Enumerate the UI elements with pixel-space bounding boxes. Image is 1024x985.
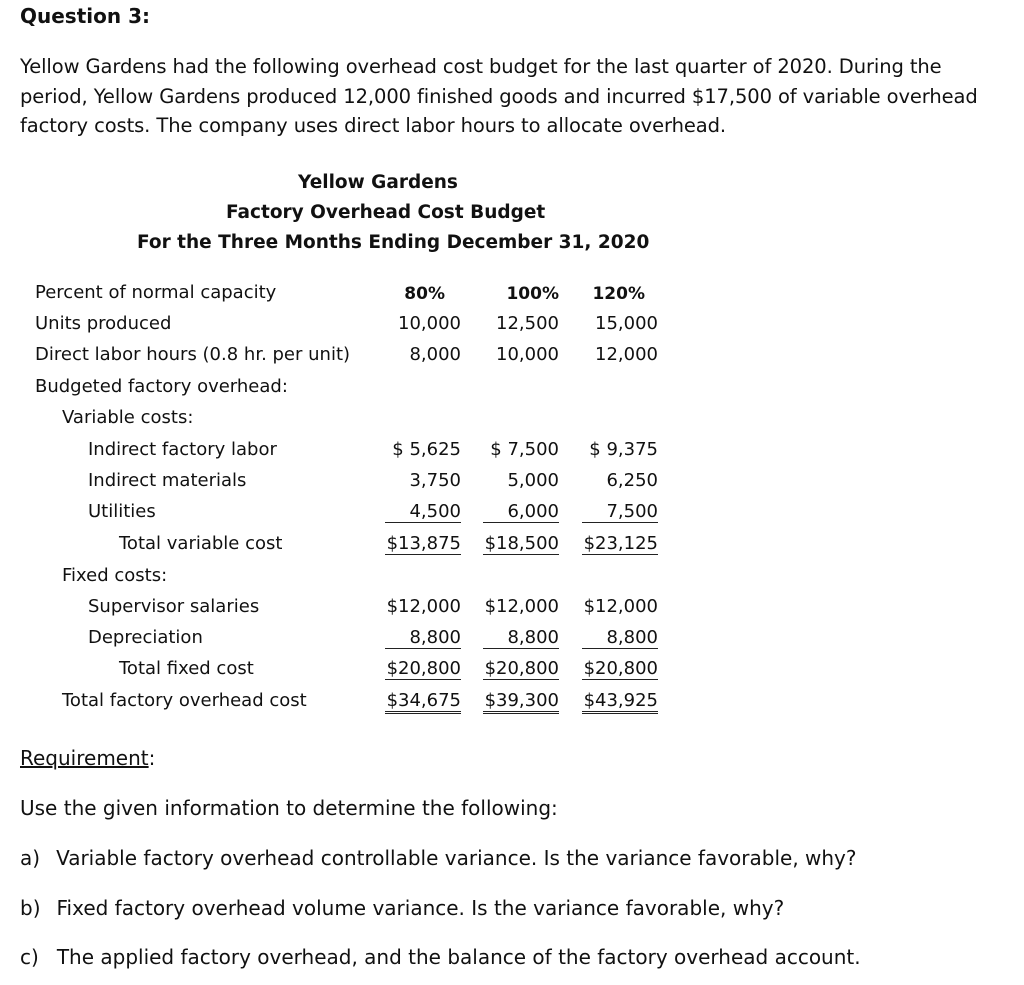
total-variable-100: $18,500 [484, 533, 559, 554]
item-text: The applied factory overhead, and the balance of the factory overhead account. [56, 945, 861, 969]
utilities-120: 7,500 [582, 501, 658, 523]
company-name: Yellow Gardens [298, 172, 458, 193]
intro-paragraph: Yellow Gardens had the following overhead cost budget for the last quarter of 2020. During the period, Yellow Gardens produced 12,000 finished goods and incurred $17,500 of variable overhead factory costs. The company uses direct labor hours to allocate overhead. [20, 55, 978, 137]
budget-period: For the Three Months Ending December 31, 2020 [137, 232, 650, 253]
total-overhead-80: $34,675 [385, 690, 461, 714]
utilities-100: 6,000 [483, 501, 559, 523]
variable-costs-label: Variable costs: [62, 407, 194, 428]
depreciation-80: 8,800 [385, 627, 461, 649]
depreciation-label: Depreciation [88, 627, 203, 648]
requirement-colon: : [148, 746, 156, 770]
supervisor-label: Supervisor salaries [88, 596, 260, 617]
dlh-120: 12,000 [595, 344, 658, 365]
total-overhead-label: Total factory overhead cost [62, 690, 307, 711]
total-variable-120: $23,125 [583, 533, 658, 554]
question-title: Question 3: [20, 4, 150, 28]
indirect-labor-100: $ 7,500 [490, 439, 559, 460]
indirect-materials-label: Indirect materials [88, 470, 247, 491]
indirect-labor-120: $ 9,375 [589, 439, 658, 460]
total-fixed-80: $20,800 [386, 658, 461, 679]
supervisor-100: $12,000 [484, 596, 559, 617]
budgeted-overhead-label: Budgeted factory overhead: [35, 376, 288, 397]
units-label: Units produced [35, 313, 172, 334]
capacity-label: Percent of normal capacity [35, 282, 277, 303]
item-text: Variable factory overhead controllable variance. Is the variance favorable, why? [56, 846, 857, 870]
requirement-heading [20, 746, 155, 770]
depreciation-100: 8,800 [483, 627, 559, 649]
total-variable-label: Total variable cost [119, 533, 283, 554]
dlh-label: Direct labor hours (0.8 hr. per unit) [35, 344, 351, 365]
capacity-100: 100% [506, 284, 559, 304]
indirect-labor-80: $ 5,625 [392, 439, 461, 460]
dlh-80: 8,000 [409, 344, 461, 365]
budget-title: Factory Overhead Cost Budget [226, 202, 546, 223]
dlh-100: 10,000 [496, 344, 559, 365]
units-100: 12,500 [496, 313, 559, 334]
total-variable-80: $13,875 [386, 533, 461, 554]
indirect-materials-120: 6,250 [606, 470, 658, 491]
total-overhead-120: $43,925 [582, 690, 658, 714]
indirect-labor-label: Indirect factory labor [88, 439, 277, 460]
capacity-120: 120% [592, 284, 645, 304]
indirect-materials-80: 3,750 [409, 470, 461, 491]
item-text: Fixed factory overhead volume variance. Is the variance favorable, why? [56, 896, 785, 920]
supervisor-120: $12,000 [583, 596, 658, 617]
total-fixed-100: $20,800 [484, 658, 559, 679]
item-letter: b) [20, 896, 41, 920]
fixed-costs-label: Fixed costs: [62, 565, 168, 586]
depreciation-120: 8,800 [582, 627, 658, 649]
item-letter: c) [20, 945, 39, 969]
question-item-b [20, 896, 784, 920]
requirement-instruction: Use the given information to determine the following: [20, 796, 558, 820]
item-letter: a) [20, 846, 41, 870]
utilities-80: 4,500 [385, 501, 461, 523]
supervisor-80: $12,000 [386, 596, 461, 617]
total-fixed-label: Total fixed cost [119, 658, 254, 679]
indirect-materials-100: 5,000 [507, 470, 559, 491]
total-overhead-100: $39,300 [483, 690, 559, 714]
units-120: 15,000 [595, 313, 658, 334]
requirement-heading-text: Requirement [20, 746, 149, 770]
capacity-80: 80% [404, 284, 445, 304]
question-item-c [20, 945, 861, 969]
utilities-label: Utilities [88, 501, 156, 522]
question-item-a [20, 846, 857, 870]
units-80: 10,000 [398, 313, 461, 334]
total-fixed-120: $20,800 [583, 658, 658, 679]
